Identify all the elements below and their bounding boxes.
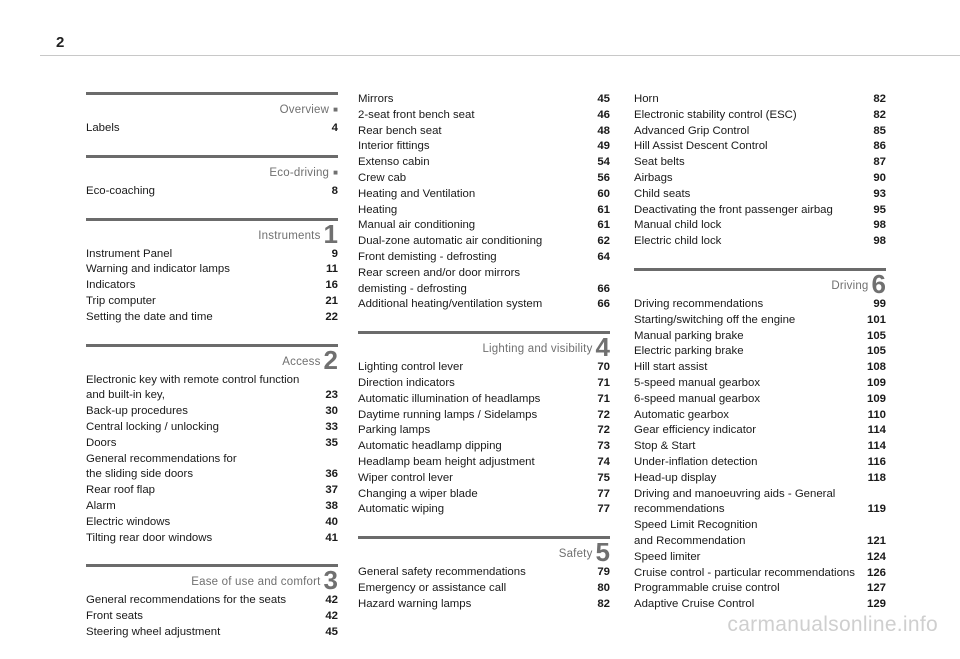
toc-entry-page: 101	[866, 313, 886, 326]
section-header	[86, 218, 338, 249]
toc-entry-title: Driving recommendations	[634, 297, 764, 310]
section-number: 2	[323, 344, 338, 375]
toc-entry-page: 33	[325, 420, 338, 433]
toc-entry[interactable]	[86, 436, 338, 452]
toc-entry-title: General recommendations for the sliding side doors	[86, 452, 237, 481]
toc-entry[interactable]	[358, 408, 610, 424]
toc-entry-page: 9	[331, 247, 338, 260]
toc-entry[interactable]	[634, 581, 886, 597]
toc-entry-page: 87	[873, 156, 886, 169]
toc-entry-page: 121	[866, 534, 886, 547]
toc-entry-title: Speed Limit Recognition and Recommendation	[634, 519, 758, 547]
toc-entry[interactable]	[634, 423, 886, 439]
toc-entry-title: Extenso cabin	[358, 156, 430, 169]
toc-entry-title: Seat belts	[634, 156, 685, 169]
toc-entry[interactable]	[634, 313, 886, 329]
toc-entry-title: Automatic headlamp dipping	[358, 440, 502, 453]
section-title: Access	[282, 355, 321, 368]
toc-entry-page: 4	[331, 122, 338, 134]
toc-entry-page: 71	[597, 376, 610, 389]
toc-entry-page: 36	[325, 468, 338, 481]
toc-entry-title: Indicators	[86, 279, 136, 292]
toc-entry[interactable]	[86, 531, 338, 547]
toc-entry-page: 66	[597, 282, 610, 295]
toc-entry-title: Manual child lock	[634, 219, 722, 232]
toc-entry-page: 8	[331, 184, 338, 197]
toc-entry[interactable]	[634, 471, 886, 487]
toc-entry-title: Hill start assist	[634, 361, 708, 374]
toc-entry-title: Rear bench seat	[358, 124, 442, 137]
toc-entry-title: Trip computer	[86, 294, 156, 307]
section-title: Driving	[831, 279, 869, 292]
toc-entry-page: 45	[325, 625, 338, 638]
toc-entry-page: 118	[867, 471, 886, 484]
toc-entry-title: Tilting rear door windows	[86, 531, 213, 544]
toc-entry-title: Additional heating/ventilation system	[358, 298, 543, 311]
toc-entry-title: Under-inflation detection	[634, 455, 758, 468]
toc-entry[interactable]	[358, 124, 610, 140]
toc-entry[interactable]	[86, 373, 338, 405]
toc-entry-page: 86	[873, 140, 886, 153]
toc-entry-page: 49	[597, 140, 610, 153]
section-number: 4	[595, 332, 610, 363]
toc-section-lighting	[358, 331, 610, 518]
section-header	[86, 155, 338, 182]
toc-entry-title: Adaptive Cruise Control	[634, 598, 755, 611]
toc-entry-page: 105	[866, 345, 886, 358]
toc-entry-page: 30	[325, 405, 338, 418]
toc-entry[interactable]	[86, 499, 338, 515]
toc-entry-title: Head-up display	[634, 471, 717, 484]
toc-entry[interactable]	[86, 420, 338, 436]
section-title: Eco-driving	[269, 166, 330, 179]
toc-entry-title: Alarm	[86, 499, 116, 512]
toc-entry[interactable]	[634, 360, 886, 376]
toc-section-safety	[358, 536, 610, 612]
toc-entry-page: 61	[597, 203, 610, 216]
section-header	[358, 331, 610, 363]
top-divider	[40, 55, 960, 56]
toc-entry[interactable]	[86, 278, 338, 294]
toc-entry-title: Hill Assist Descent Control	[634, 140, 768, 153]
section-square-icon: ■	[333, 105, 338, 114]
toc-entry-page: 66	[597, 298, 610, 311]
page-number: 2	[56, 34, 65, 51]
toc-entry[interactable]	[358, 155, 610, 171]
toc-entry-title: Instrument Panel	[86, 247, 173, 260]
toc-entry-title: Advanced Grip Control	[634, 124, 750, 137]
toc-entry-page: 38	[325, 499, 338, 512]
toc-entry[interactable]	[634, 487, 886, 519]
toc-entry-page: 77	[597, 487, 610, 500]
toc-entry-page: 126	[866, 566, 886, 579]
toc-entry-page: 93	[873, 187, 886, 200]
toc-entry[interactable]	[358, 392, 610, 408]
section-number: 1	[323, 218, 338, 249]
toc-entry[interactable]	[634, 566, 886, 582]
toc-entry-title: Electronic stability control (ESC)	[634, 108, 797, 121]
toc-entry-title: General safety recommendations	[358, 566, 526, 579]
toc-entry-page: 23	[325, 389, 338, 402]
toc-section-ease-of-use-continued	[358, 92, 610, 313]
section-header	[86, 92, 338, 119]
toc-entry[interactable]	[634, 108, 886, 124]
toc-entry[interactable]	[634, 329, 886, 345]
toc-entry-page: 119	[867, 503, 886, 516]
toc-entry[interactable]	[86, 294, 338, 310]
toc-entry-title: Setting the date and time	[86, 310, 213, 323]
toc-entry-page: 82	[873, 108, 886, 121]
toc-entry-page: 64	[597, 250, 610, 263]
toc-entry[interactable]	[358, 297, 610, 313]
toc-entry-page: 71	[597, 392, 610, 405]
toc-entry-page: 46	[597, 108, 610, 121]
toc-entry-page: 70	[597, 361, 610, 374]
toc-entry[interactable]	[86, 483, 338, 499]
toc-entry[interactable]	[86, 310, 338, 326]
toc-entry-title: Heating and Ventilation	[358, 187, 476, 200]
toc-entry-title: Crew cab	[358, 171, 407, 184]
toc-entry[interactable]	[634, 218, 886, 234]
toc-entry[interactable]	[358, 360, 610, 376]
section-header	[358, 536, 610, 568]
toc-entry-page: 40	[325, 515, 338, 528]
toc-entry-page: 109	[866, 392, 886, 405]
toc-entry[interactable]	[358, 139, 610, 155]
toc-entry-page: 80	[597, 581, 610, 594]
toc-entry-title: Doors	[86, 436, 117, 449]
toc-entry-title: Gear efficiency indicator	[634, 424, 756, 437]
toc-entry[interactable]	[634, 203, 886, 219]
toc-entry-title: Central locking / unlocking	[86, 420, 219, 433]
toc-entry[interactable]	[634, 518, 886, 550]
toc-entry-page: 82	[873, 93, 886, 105]
toc-entry[interactable]	[358, 597, 610, 613]
toc-entry-page: 11	[325, 263, 338, 276]
toc-entry-title: 5-speed manual gearbox	[634, 376, 761, 389]
toc-entry-title: Daytime running lamps / Sidelamps	[358, 408, 538, 421]
toc-entry[interactable]	[358, 487, 610, 503]
toc-entry-title: Electronic key with remote control function and built-in key,	[86, 373, 300, 402]
toc-entry-title: Front seats	[86, 610, 143, 623]
toc-entry-title: Emergency or assistance call	[358, 581, 507, 594]
toc-entry-title: Cruise control - particular recommendations	[634, 566, 855, 579]
toc-section-instruments	[86, 218, 338, 326]
toc-entry[interactable]	[358, 234, 610, 250]
section-header	[86, 344, 338, 375]
toc-entry[interactable]	[358, 581, 610, 597]
toc-entry-page: 82	[597, 597, 610, 610]
toc-entry-page: 114	[867, 424, 886, 437]
toc-entry-title: Child seats	[634, 187, 691, 200]
toc-entry[interactable]	[86, 593, 338, 609]
toc-entry-title: Labels	[86, 122, 120, 134]
toc-entry-title: Stop & Start	[634, 440, 696, 453]
section-square-icon: ■	[333, 167, 338, 177]
toc-section-ease-of-use	[86, 564, 338, 640]
toc-entry-page: 98	[873, 219, 886, 232]
toc-entry-page: 37	[325, 484, 338, 497]
toc-entry-title: Mirrors	[358, 93, 394, 105]
toc-entry[interactable]	[634, 155, 886, 171]
toc-entry-page: 73	[597, 440, 610, 453]
toc-entry-title: Rear screen and/or door mirrors demisting - defrosting	[358, 266, 521, 295]
toc-entry-page: 108	[866, 361, 886, 374]
toc-entry-title: Automatic illumination of headlamps	[358, 392, 541, 405]
toc-entry[interactable]	[358, 250, 610, 266]
toc-entry-page: 74	[597, 455, 610, 468]
toc-entry[interactable]	[86, 262, 338, 278]
toc-entry[interactable]	[634, 550, 886, 566]
toc-entry-page: 114	[867, 440, 886, 453]
toc-entry[interactable]	[634, 234, 886, 250]
toc-entry-title: Hazard warning lamps	[358, 597, 472, 610]
toc-entry-title: Programmable cruise control	[634, 582, 780, 595]
toc-entry-title: Manual parking brake	[634, 329, 744, 342]
toc-entry-page: 95	[873, 203, 886, 216]
toc-entry-page: 116	[867, 455, 886, 468]
toc-entry-page: 56	[597, 171, 610, 184]
toc-entry[interactable]	[358, 423, 610, 439]
toc-section-overview	[86, 92, 338, 137]
toc-entry-title: Headlamp beam height adjustment	[358, 455, 535, 468]
toc-entry-title: Interior fittings	[358, 140, 430, 153]
toc-entry-title: Eco-coaching	[86, 184, 156, 197]
toc-entry-page: 105	[866, 329, 886, 342]
toc-entry-title: Electric child lock	[634, 235, 722, 248]
toc-entry-title: Parking lamps	[358, 424, 431, 437]
toc-entry[interactable]	[634, 597, 886, 613]
toc-entry-title: Electric windows	[86, 515, 171, 528]
toc-entry-page: 42	[325, 610, 338, 623]
toc-entry-page: 62	[597, 235, 610, 248]
toc-entry[interactable]	[86, 247, 338, 263]
toc-entry-page: 41	[325, 531, 338, 544]
toc-entry-page: 127	[866, 582, 886, 595]
toc-entry-page: 72	[597, 408, 610, 421]
toc-entry-title: Warning and indicator lamps	[86, 263, 230, 276]
toc-entry-title: Horn	[634, 93, 659, 105]
section-title: Overview	[279, 104, 330, 116]
toc-entry-title: Dual-zone automatic air conditioning	[358, 235, 543, 248]
toc-entry-title: Speed limiter	[634, 550, 701, 563]
section-header	[634, 268, 886, 299]
toc-entry-title: Back-up procedures	[86, 405, 188, 418]
toc-entry[interactable]	[358, 471, 610, 487]
toc-entry[interactable]	[634, 439, 886, 455]
toc-entry-page: 22	[325, 310, 338, 323]
section-title: Ease of use and comfort	[191, 576, 321, 589]
toc-entry-page: 48	[597, 124, 610, 137]
toc-entry[interactable]	[358, 565, 610, 581]
toc-entry[interactable]	[634, 392, 886, 408]
toc-entry[interactable]	[86, 121, 338, 137]
toc-entry-page: 77	[597, 503, 610, 516]
toc-entry-page: 129	[866, 598, 886, 611]
toc-entry[interactable]	[86, 625, 338, 641]
toc-entry-page: 98	[873, 235, 886, 248]
section-header	[86, 564, 338, 596]
toc-column-3	[634, 92, 886, 631]
toc-entry-page: 124	[866, 550, 886, 563]
toc-entry[interactable]	[634, 124, 886, 140]
toc-entry[interactable]	[634, 344, 886, 360]
toc-entry[interactable]	[358, 108, 610, 124]
toc-entry[interactable]	[86, 452, 338, 484]
toc-entry-title: Manual air conditioning	[358, 219, 476, 232]
section-number: 3	[323, 565, 338, 596]
toc-entry-page: 45	[597, 93, 610, 105]
toc-entry-title: 6-speed manual gearbox	[634, 392, 761, 405]
section-title: Instruments	[258, 229, 321, 242]
toc-entry-title: Automatic wiping	[358, 503, 445, 516]
toc-entry-page: 42	[325, 594, 338, 607]
toc-entry[interactable]	[634, 171, 886, 187]
toc-entry-title: Airbags	[634, 171, 673, 184]
toc-entry-page: 75	[597, 471, 610, 484]
toc-entry[interactable]	[634, 92, 886, 108]
toc-section-eco-driving	[86, 155, 338, 200]
toc-entry-page: 35	[325, 436, 338, 449]
toc-entry-title: Rear roof flap	[86, 484, 156, 497]
toc-entry[interactable]	[86, 515, 338, 531]
toc-entry[interactable]	[358, 203, 610, 219]
toc-section-access	[86, 344, 338, 547]
toc-entry-title: Wiper control lever	[358, 471, 453, 484]
toc-entry[interactable]	[358, 187, 610, 203]
toc-entry-title: Front demisting - defrosting	[358, 250, 497, 263]
toc-entry-page: 90	[873, 171, 886, 184]
toc-entry-title: Automatic gearbox	[634, 408, 729, 421]
section-title: Lighting and visibility	[482, 343, 593, 356]
toc-entry-page: 99	[873, 297, 886, 310]
toc-entry-page: 72	[597, 424, 610, 437]
toc-entry-page: 21	[325, 294, 338, 307]
toc-section-driving	[634, 268, 886, 613]
toc-entry-page: 61	[597, 219, 610, 232]
toc-entry[interactable]	[634, 455, 886, 471]
section-number: 6	[871, 268, 886, 299]
toc-entry[interactable]	[634, 376, 886, 392]
watermark-text: carmanualsonline.info	[727, 613, 938, 636]
toc-entry[interactable]	[358, 266, 610, 298]
toc-entry[interactable]	[634, 408, 886, 424]
toc-entry-title: Electric parking brake	[634, 345, 744, 358]
toc-entry-page: 85	[873, 124, 886, 137]
toc-entry[interactable]	[86, 184, 338, 200]
toc-entry[interactable]	[358, 439, 610, 455]
toc-entry[interactable]	[358, 455, 610, 471]
toc-entry[interactable]	[634, 187, 886, 203]
section-number: 5	[595, 537, 610, 568]
toc-entry-title: Changing a wiper blade	[358, 487, 478, 500]
toc-entry-page: 109	[866, 376, 886, 389]
toc-entry-title: Driving and manoeuvring aids - General recommendations	[634, 487, 836, 516]
toc-entry[interactable]	[86, 609, 338, 625]
toc-entry[interactable]	[634, 297, 886, 313]
toc-entry-title: Lighting control lever	[358, 361, 464, 374]
toc-entry-page: 16	[325, 279, 338, 292]
toc-entry[interactable]	[358, 171, 610, 187]
toc-entry-title: Direction indicators	[358, 376, 455, 389]
toc-entry-page: 110	[867, 408, 886, 421]
toc-entry[interactable]	[358, 376, 610, 392]
toc-section-safety-continued	[634, 92, 886, 250]
toc-entry[interactable]	[358, 92, 610, 108]
toc-entry-title: Heating	[358, 203, 398, 216]
toc-entry[interactable]	[86, 404, 338, 420]
toc-column-2	[358, 92, 610, 631]
toc-entry-page: 60	[597, 187, 610, 200]
toc-column-1	[86, 92, 338, 659]
toc-entry-title: Steering wheel adjustment	[86, 625, 221, 638]
toc-entry-title: General recommendations for the seats	[86, 594, 287, 607]
toc-entry[interactable]	[358, 218, 610, 234]
toc-entry-title: Starting/switching off the engine	[634, 313, 796, 326]
section-title: Safety	[558, 548, 593, 561]
toc-entry-title: Deactivating the front passenger airbag	[634, 203, 833, 216]
toc-entry[interactable]	[634, 139, 886, 155]
toc-entry-title: 2-seat front bench seat	[358, 108, 475, 121]
toc-entry-page: 54	[597, 156, 610, 169]
toc-entry-page: 79	[597, 566, 610, 579]
toc-entry[interactable]	[358, 502, 610, 518]
